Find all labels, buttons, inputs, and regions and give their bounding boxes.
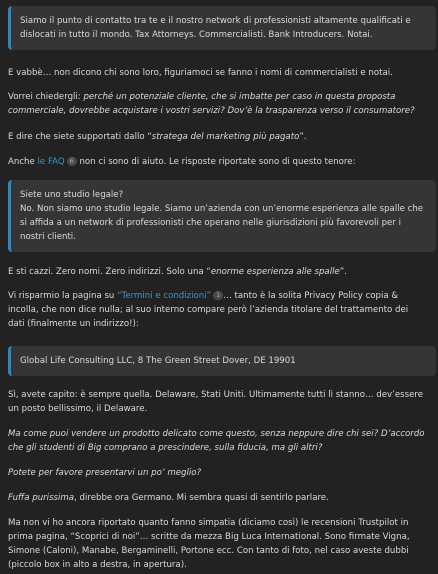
paragraph-text: Anche <box>8 157 38 167</box>
terms-link[interactable]: “Termini e condizioni” <box>117 291 212 301</box>
paragraph-text: … tanto è la solita Privacy Policy copia & incolla, che non dice nulla; al suo interno compare però l’azienda titolare del trattamento dei dati (finalmente un indirizzo!): <box>8 291 409 329</box>
paragraph-text: Vi risparmio la pagina su <box>8 291 118 301</box>
emphasis-text: enorme esperienza alle spalle <box>210 267 340 277</box>
emphasis-text: perché un potenziale cliente, che si imbatte per caso in questa proposta commerciale, dovrebbe acquistare i vostri servizi? Dov’è la trasparenza verso il consumatore? <box>8 92 415 116</box>
quote-text: Global Life Consulting LLC, 8 The Green Street Dover, DE 19901 <box>20 356 296 366</box>
link-click-count-badge: 6 <box>67 157 77 166</box>
paragraph-text: ”. <box>299 132 307 142</box>
paragraph <box>8 491 428 505</box>
paragraph: Ma non vi ho ancora riportato quanto fanno simpatia (diciamo così) le recensioni Trustpilot in prima pagina, “Scoprici di noi”… scritte da mezza Big Luca International. Sono firmate Vigna, Simone (Caloni), Manabe, Bergaminelli, Portone ecc. Con tanto di foto, nel caso aveste dubbi (piccolo box in alto a destra, in apertura). <box>8 518 410 570</box>
paragraph-text: Vorrei chiedergli: <box>8 92 84 102</box>
paragraph: Ma come puoi vendere un prodotto delicato come questo, senza neppure dire chi sei? D’accordo che gli studenti di Big comprano a prescindere, sulla fiducia, ma gli altri? <box>8 429 425 453</box>
blockquote-network <box>8 6 436 50</box>
link-click-count-badge: 1 <box>213 291 223 300</box>
emphasis-text: stratega del marketing più pagato <box>151 132 300 142</box>
paragraph-text: , direbbe ora Germano. Mi sembra quasi di sentirlo parlare. <box>74 493 329 503</box>
paragraph-text: non ci sono di aiuto. Le risposte riportate sono di questo tenore: <box>76 157 356 167</box>
paragraph: E vabbè… non dicono chi sono loro, figuriamoci se fanno i nomi di commercialisti e notai. <box>8 68 393 78</box>
faq-link[interactable]: le FAQ <box>37 157 65 167</box>
paragraph: Sì, avete capito: è sempre quella. Delaware, Stati Uniti. Ultimamente tutti lì stanno… dev’essere un posto bellissimo, il Delaware. <box>8 390 424 414</box>
quote-answer: No. Non siamo uno studio legale. Siamo un’azienda con un’enorme esperienza alle spalle che si affida a un network di professionisti che operano nelle giurisdizioni più favorevoli per i nostri clienti. <box>20 204 424 242</box>
paragraph-text: E dire che siete supportati dallo “ <box>8 132 152 142</box>
blockquote-address <box>8 346 436 376</box>
paragraph-text: E sti cazzi. Zero nomi. Zero indirizzi. Solo una “ <box>8 267 211 277</box>
paragraph: Potete per favore presentarvi un po’ meglio? <box>8 468 202 478</box>
paragraph-text: ”. <box>339 267 347 277</box>
quote-text: Siamo il punto di contatto tra te e il nostro network di professionisti altamente qualificati e dislocati in tutto il mondo. Tax Attorneys. Commercialisti. Bank Introducers. Notai. <box>20 16 411 40</box>
paragraph <box>8 265 428 279</box>
emphasis-text: Fuffa purissima <box>8 493 75 503</box>
paragraph <box>8 90 418 118</box>
blockquote-faq <box>8 180 436 252</box>
quote-question: Siete uno studio legale? <box>20 190 124 200</box>
paragraph <box>8 130 428 144</box>
paragraph <box>8 289 424 331</box>
paragraph <box>8 155 428 169</box>
